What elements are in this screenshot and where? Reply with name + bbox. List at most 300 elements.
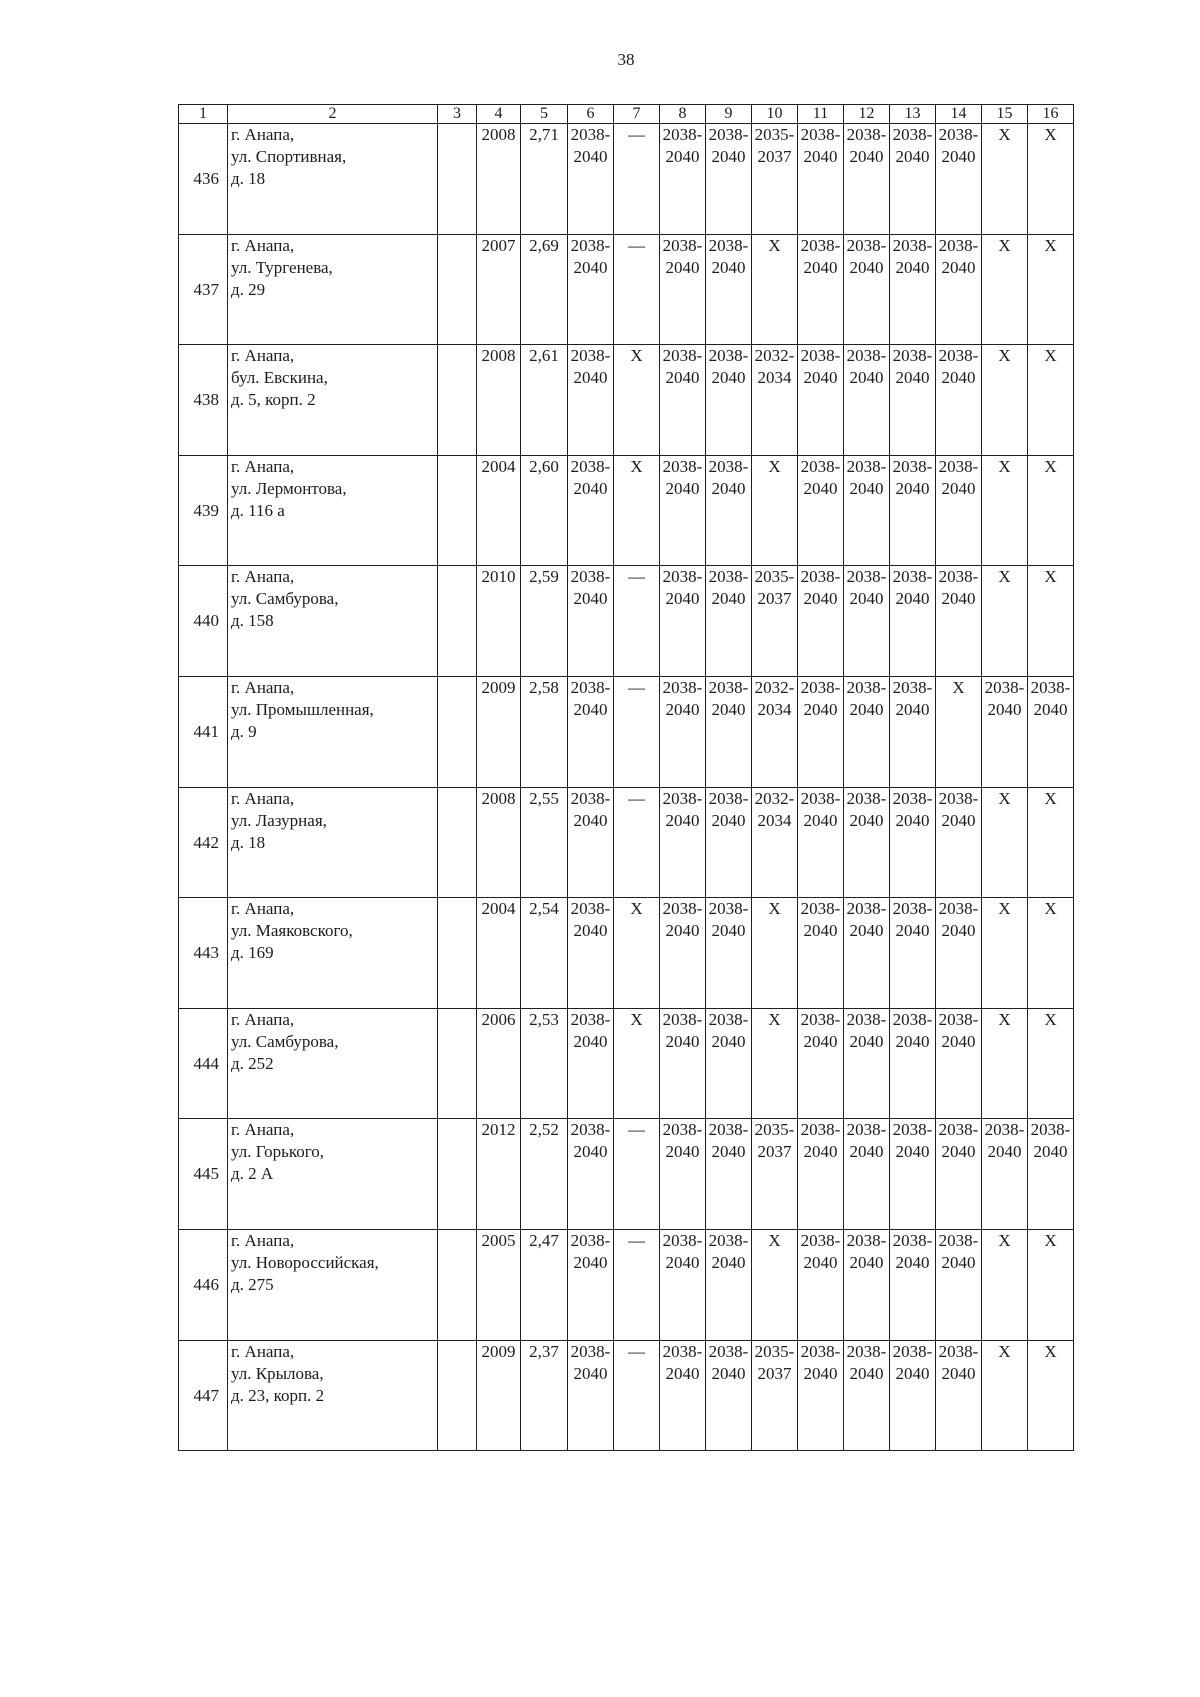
period-end: 2040 bbox=[573, 478, 608, 498]
period-end: 2040 bbox=[573, 368, 608, 388]
period-start: 2038- bbox=[662, 1120, 703, 1140]
period-end: 2040 bbox=[849, 1252, 884, 1272]
address-line: г. Анапа, bbox=[231, 125, 295, 144]
address-line: д. 5, корп. 2 bbox=[231, 390, 316, 410]
address-line: г. Анапа, bbox=[231, 456, 295, 476]
period-end: 2040 bbox=[941, 1031, 976, 1051]
period-end: 2040 bbox=[895, 1252, 930, 1272]
period-end: 2040 bbox=[941, 478, 976, 498]
period-end: 2040 bbox=[665, 368, 700, 388]
period-start: 2038- bbox=[984, 1120, 1025, 1140]
period-end: 2040 bbox=[665, 810, 700, 830]
table-cell: 2,52 bbox=[521, 1119, 568, 1230]
address-line: г. Анапа, bbox=[231, 1230, 295, 1250]
table-cell bbox=[438, 124, 477, 235]
period-end: 2040 bbox=[573, 1363, 608, 1383]
table-cell bbox=[438, 898, 477, 1009]
table-cell bbox=[890, 1340, 936, 1451]
period-start: 2038- bbox=[800, 1230, 841, 1250]
period-end: 2040 bbox=[711, 1252, 746, 1272]
column-header: 5 bbox=[521, 105, 568, 124]
address-line: д. 9 bbox=[231, 721, 257, 741]
period-end: 2040 bbox=[895, 1031, 930, 1051]
address-line: г. Анапа, bbox=[231, 788, 295, 808]
table-cell bbox=[438, 234, 477, 345]
column-header: 10 bbox=[752, 105, 798, 124]
period-start: 2038- bbox=[800, 456, 841, 476]
table-cell: Х bbox=[614, 455, 660, 566]
table-cell: Х bbox=[1028, 566, 1074, 677]
period-start: 2038- bbox=[708, 1009, 749, 1029]
period-end: 2040 bbox=[711, 478, 746, 498]
period-end: 2040 bbox=[895, 257, 930, 277]
table-cell bbox=[568, 1119, 614, 1230]
period-start: 2038- bbox=[800, 235, 841, 255]
row-number: 441 bbox=[179, 676, 228, 787]
table-cell: Х bbox=[982, 1008, 1028, 1119]
period-end: 2034 bbox=[757, 699, 792, 719]
period-end: 2040 bbox=[895, 1142, 930, 1162]
period-start: 2038- bbox=[800, 346, 841, 366]
period-start: 2038- bbox=[1030, 1120, 1071, 1140]
table-cell: Х bbox=[982, 455, 1028, 566]
address-line: ул. Самбурова, bbox=[231, 589, 339, 609]
table-cell: 2,47 bbox=[521, 1229, 568, 1340]
period-start: 2038- bbox=[938, 235, 979, 255]
period-end: 2040 bbox=[665, 147, 700, 166]
table-cell: Х bbox=[1028, 234, 1074, 345]
period-start: 2038- bbox=[570, 346, 611, 366]
period-start: 2038- bbox=[846, 346, 887, 366]
period-start: 2038- bbox=[662, 125, 703, 144]
period-start: 2038- bbox=[938, 788, 979, 808]
table-cell bbox=[798, 345, 844, 456]
table-cell bbox=[844, 455, 890, 566]
table-cell bbox=[568, 1008, 614, 1119]
table-cell bbox=[844, 566, 890, 677]
table-cell bbox=[438, 1008, 477, 1119]
period-end: 2037 bbox=[757, 1363, 792, 1383]
table-cell bbox=[752, 787, 798, 898]
period-start: 2038- bbox=[570, 456, 611, 476]
address-cell bbox=[228, 787, 438, 898]
table-cell: 2,54 bbox=[521, 898, 568, 1009]
table-body bbox=[179, 124, 1074, 1451]
period-start: 2038- bbox=[570, 567, 611, 587]
table-cell: Х bbox=[982, 787, 1028, 898]
address-cell bbox=[228, 1119, 438, 1230]
column-header: 12 bbox=[844, 105, 890, 124]
period-end: 2040 bbox=[849, 478, 884, 498]
period-end: 2037 bbox=[757, 1142, 792, 1162]
period-start: 2038- bbox=[708, 235, 749, 255]
table-cell: Х bbox=[752, 898, 798, 1009]
period-start: 2038- bbox=[570, 1009, 611, 1029]
address-line: д. 23, корп. 2 bbox=[231, 1385, 325, 1405]
period-end: 2040 bbox=[895, 810, 930, 830]
period-start: 2038- bbox=[708, 346, 749, 366]
table-cell: Х bbox=[1028, 787, 1074, 898]
address-line: д. 252 bbox=[231, 1053, 274, 1073]
column-header: 9 bbox=[706, 105, 752, 124]
period-start: 2038- bbox=[892, 788, 933, 808]
period-start: 2038- bbox=[708, 677, 749, 697]
table-cell bbox=[890, 234, 936, 345]
period-end: 2040 bbox=[941, 589, 976, 609]
period-start: 2038- bbox=[938, 1341, 979, 1361]
table-cell: 2009 bbox=[477, 1340, 521, 1451]
period-start: 2035- bbox=[754, 125, 795, 144]
table-row bbox=[179, 1229, 1074, 1340]
period-end: 2040 bbox=[941, 147, 976, 166]
table-cell bbox=[798, 898, 844, 1009]
address-line: г. Анапа, bbox=[231, 346, 295, 366]
period-end: 2040 bbox=[941, 921, 976, 941]
table-cell bbox=[568, 1229, 614, 1340]
address-line: г. Анапа, bbox=[231, 1009, 295, 1029]
table-cell bbox=[982, 1119, 1028, 1230]
data-table bbox=[178, 104, 1074, 1451]
table-cell bbox=[982, 676, 1028, 787]
period-end: 2040 bbox=[573, 1142, 608, 1162]
period-start: 2038- bbox=[708, 125, 749, 144]
period-start: 2038- bbox=[800, 788, 841, 808]
period-end: 2040 bbox=[803, 1252, 838, 1272]
period-end: 2040 bbox=[895, 478, 930, 498]
period-start: 2038- bbox=[800, 677, 841, 697]
period-end: 2040 bbox=[849, 699, 884, 719]
period-start: 2038- bbox=[662, 899, 703, 919]
period-start: 2038- bbox=[938, 456, 979, 476]
table-cell bbox=[1028, 676, 1074, 787]
table-cell: Х bbox=[936, 676, 982, 787]
period-end: 2040 bbox=[711, 257, 746, 277]
table-cell bbox=[844, 1119, 890, 1230]
column-header: 8 bbox=[660, 105, 706, 124]
table-cell: Х bbox=[982, 898, 1028, 1009]
table-row bbox=[179, 566, 1074, 677]
period-end: 2040 bbox=[665, 1363, 700, 1383]
period-end: 2040 bbox=[849, 921, 884, 941]
table-cell bbox=[660, 1119, 706, 1230]
period-start: 2035- bbox=[754, 1120, 795, 1140]
table-cell: Х bbox=[752, 455, 798, 566]
table-cell bbox=[568, 1340, 614, 1451]
table-cell bbox=[798, 1229, 844, 1340]
table-cell bbox=[890, 1119, 936, 1230]
period-end: 2040 bbox=[665, 921, 700, 941]
period-start: 2038- bbox=[892, 677, 933, 697]
period-end: 2040 bbox=[895, 147, 930, 166]
period-end: 2040 bbox=[573, 1252, 608, 1272]
period-start: 2038- bbox=[800, 1120, 841, 1140]
table-cell bbox=[568, 898, 614, 1009]
table-cell: 2006 bbox=[477, 1008, 521, 1119]
period-start: 2032- bbox=[754, 677, 795, 697]
table-cell bbox=[798, 566, 844, 677]
period-start: 2038- bbox=[662, 1341, 703, 1361]
period-end: 2040 bbox=[849, 589, 884, 609]
column-header: 4 bbox=[477, 105, 521, 124]
table-cell: Х bbox=[1028, 1340, 1074, 1451]
table-cell: Х bbox=[1028, 345, 1074, 456]
table-cell bbox=[936, 345, 982, 456]
table-cell bbox=[706, 124, 752, 235]
table-cell: 2,60 bbox=[521, 455, 568, 566]
period-end: 2040 bbox=[803, 1142, 838, 1162]
address-cell bbox=[228, 1229, 438, 1340]
address-line: д. 275 bbox=[231, 1274, 274, 1294]
period-end: 2040 bbox=[573, 257, 608, 277]
period-end: 2040 bbox=[711, 810, 746, 830]
period-start: 2038- bbox=[800, 125, 841, 144]
period-start: 2038- bbox=[846, 125, 887, 144]
table-cell bbox=[568, 566, 614, 677]
table-cell bbox=[568, 234, 614, 345]
table-cell bbox=[706, 676, 752, 787]
table-cell bbox=[660, 1229, 706, 1340]
period-start: 2038- bbox=[846, 788, 887, 808]
table-cell bbox=[798, 124, 844, 235]
period-end: 2040 bbox=[895, 699, 930, 719]
period-end: 2040 bbox=[849, 1031, 884, 1051]
period-end: 2040 bbox=[941, 368, 976, 388]
table-cell bbox=[660, 345, 706, 456]
table-cell bbox=[890, 676, 936, 787]
period-start: 2038- bbox=[938, 346, 979, 366]
row-number: 444 bbox=[179, 1008, 228, 1119]
period-end: 2040 bbox=[711, 1031, 746, 1051]
table-cell: 2012 bbox=[477, 1119, 521, 1230]
period-start: 2038- bbox=[662, 567, 703, 587]
column-header: 1 bbox=[179, 105, 228, 124]
table-cell: 2,61 bbox=[521, 345, 568, 456]
period-end: 2040 bbox=[895, 368, 930, 388]
table-cell: — bbox=[614, 234, 660, 345]
table-cell bbox=[438, 787, 477, 898]
table-cell: 2009 bbox=[477, 676, 521, 787]
period-end: 2040 bbox=[987, 1142, 1022, 1162]
table-cell bbox=[438, 1229, 477, 1340]
period-start: 2038- bbox=[708, 1120, 749, 1140]
period-start: 2038- bbox=[708, 456, 749, 476]
address-line: д. 29 bbox=[231, 279, 266, 299]
period-start: 2038- bbox=[662, 456, 703, 476]
table-cell: 2008 bbox=[477, 787, 521, 898]
period-end: 2040 bbox=[941, 810, 976, 830]
period-end: 2040 bbox=[665, 1252, 700, 1272]
table-row bbox=[179, 345, 1074, 456]
table-cell: Х bbox=[982, 566, 1028, 677]
period-start: 2038- bbox=[846, 677, 887, 697]
period-start: 2038- bbox=[662, 677, 703, 697]
period-start: 2038- bbox=[846, 567, 887, 587]
address-line: ул. Горького, bbox=[231, 1142, 325, 1162]
table-cell: 2004 bbox=[477, 455, 521, 566]
period-start: 2038- bbox=[892, 1341, 933, 1361]
period-start: 2038- bbox=[846, 235, 887, 255]
period-start: 2038- bbox=[662, 346, 703, 366]
table-cell bbox=[798, 787, 844, 898]
period-end: 2040 bbox=[1033, 699, 1068, 719]
table-cell bbox=[660, 1008, 706, 1119]
table-cell: — bbox=[614, 1340, 660, 1451]
period-start: 2038- bbox=[938, 125, 979, 144]
table-cell: Х bbox=[752, 1229, 798, 1340]
table-cell bbox=[890, 898, 936, 1009]
table-cell: Х bbox=[614, 345, 660, 456]
period-start: 2038- bbox=[984, 677, 1025, 697]
period-end: 2040 bbox=[803, 1031, 838, 1051]
address-line: г. Анапа, bbox=[231, 899, 295, 919]
table-row bbox=[179, 1119, 1074, 1230]
table-cell bbox=[752, 1119, 798, 1230]
period-start: 2038- bbox=[846, 1341, 887, 1361]
table-cell bbox=[1028, 1119, 1074, 1230]
table-row bbox=[179, 124, 1074, 235]
table-cell: 2,69 bbox=[521, 234, 568, 345]
table-cell bbox=[936, 566, 982, 677]
column-header: 14 bbox=[936, 105, 982, 124]
address-line: г. Анапа, bbox=[231, 1120, 295, 1140]
period-end: 2040 bbox=[803, 478, 838, 498]
period-start: 2038- bbox=[892, 456, 933, 476]
period-end: 2040 bbox=[665, 589, 700, 609]
period-end: 2040 bbox=[665, 257, 700, 277]
period-end: 2040 bbox=[803, 257, 838, 277]
table-cell bbox=[706, 898, 752, 1009]
table-cell: Х bbox=[1028, 124, 1074, 235]
period-start: 2038- bbox=[708, 1341, 749, 1361]
table-row bbox=[179, 234, 1074, 345]
period-end: 2040 bbox=[895, 589, 930, 609]
period-start: 2038- bbox=[708, 567, 749, 587]
row-number: 438 bbox=[179, 345, 228, 456]
page-number: 38 bbox=[617, 50, 635, 69]
table-cell bbox=[844, 1340, 890, 1451]
address-line: д. 169 bbox=[231, 943, 274, 963]
table-cell bbox=[798, 1340, 844, 1451]
address-line: ул. Лермонтова, bbox=[231, 478, 347, 498]
period-start: 2038- bbox=[800, 899, 841, 919]
period-end: 2040 bbox=[895, 921, 930, 941]
table-cell bbox=[936, 455, 982, 566]
table-cell: 2,71 bbox=[521, 124, 568, 235]
table-cell bbox=[936, 1229, 982, 1340]
table-cell: — bbox=[614, 787, 660, 898]
table-cell: Х bbox=[982, 124, 1028, 235]
period-end: 2040 bbox=[573, 589, 608, 609]
row-number: 437 bbox=[179, 234, 228, 345]
address-line: д. 18 bbox=[231, 169, 266, 188]
table-cell: Х bbox=[1028, 1008, 1074, 1119]
table-cell: Х bbox=[1028, 898, 1074, 1009]
address-line: д. 2 А bbox=[231, 1164, 274, 1184]
address-cell bbox=[228, 898, 438, 1009]
address-cell bbox=[228, 124, 438, 235]
table-cell bbox=[706, 234, 752, 345]
address-line: г. Анапа, bbox=[231, 1341, 295, 1361]
table-cell: Х bbox=[982, 345, 1028, 456]
period-end: 2040 bbox=[941, 257, 976, 277]
table-cell bbox=[798, 1008, 844, 1119]
period-end: 2040 bbox=[849, 1363, 884, 1383]
period-end: 2040 bbox=[665, 699, 700, 719]
period-start: 2038- bbox=[708, 788, 749, 808]
period-start: 2038- bbox=[708, 1230, 749, 1250]
table-cell bbox=[438, 345, 477, 456]
table-cell: 2010 bbox=[477, 566, 521, 677]
table-cell bbox=[936, 787, 982, 898]
period-end: 2040 bbox=[849, 257, 884, 277]
table-cell bbox=[844, 234, 890, 345]
table-cell: — bbox=[614, 676, 660, 787]
table-cell bbox=[438, 676, 477, 787]
table-cell bbox=[844, 124, 890, 235]
table-cell bbox=[752, 676, 798, 787]
period-start: 2038- bbox=[938, 1009, 979, 1029]
table-cell bbox=[936, 1008, 982, 1119]
period-end: 2040 bbox=[711, 1142, 746, 1162]
period-start: 2038- bbox=[800, 1341, 841, 1361]
table-cell bbox=[798, 455, 844, 566]
address-cell bbox=[228, 234, 438, 345]
table-cell: Х bbox=[982, 234, 1028, 345]
period-start: 2038- bbox=[938, 1230, 979, 1250]
period-start: 2038- bbox=[570, 125, 611, 144]
period-start: 2038- bbox=[570, 677, 611, 697]
row-number: 447 bbox=[179, 1340, 228, 1451]
period-end: 2040 bbox=[711, 699, 746, 719]
period-end: 2034 bbox=[757, 368, 792, 388]
table-cell bbox=[706, 345, 752, 456]
table-cell bbox=[936, 1340, 982, 1451]
address-line: ул. Лазурная, bbox=[231, 810, 327, 830]
table-cell bbox=[438, 455, 477, 566]
period-end: 2037 bbox=[757, 147, 792, 166]
period-start: 2038- bbox=[892, 235, 933, 255]
table-cell bbox=[660, 676, 706, 787]
table-cell: Х bbox=[982, 1229, 1028, 1340]
table-cell bbox=[936, 124, 982, 235]
column-header: 11 bbox=[798, 105, 844, 124]
table-cell bbox=[660, 234, 706, 345]
row-number: 439 bbox=[179, 455, 228, 566]
period-start: 2038- bbox=[570, 788, 611, 808]
period-end: 2040 bbox=[987, 699, 1022, 719]
period-start: 2038- bbox=[800, 1009, 841, 1029]
table-row bbox=[179, 455, 1074, 566]
table-cell bbox=[568, 455, 614, 566]
table-cell bbox=[438, 1340, 477, 1451]
period-start: 2038- bbox=[570, 1341, 611, 1361]
period-start: 2038- bbox=[662, 235, 703, 255]
column-header: 7 bbox=[614, 105, 660, 124]
period-end: 2040 bbox=[803, 810, 838, 830]
table-cell: — bbox=[614, 1119, 660, 1230]
period-start: 2038- bbox=[892, 567, 933, 587]
period-start: 2038- bbox=[892, 125, 933, 144]
period-end: 2034 bbox=[757, 810, 792, 830]
period-start: 2038- bbox=[1030, 677, 1071, 697]
table-cell: Х bbox=[614, 898, 660, 1009]
period-end: 2040 bbox=[665, 1142, 700, 1162]
table-cell bbox=[844, 787, 890, 898]
table-cell bbox=[936, 1119, 982, 1230]
period-end: 2040 bbox=[895, 1363, 930, 1383]
period-end: 2040 bbox=[803, 589, 838, 609]
period-start: 2038- bbox=[662, 1009, 703, 1029]
